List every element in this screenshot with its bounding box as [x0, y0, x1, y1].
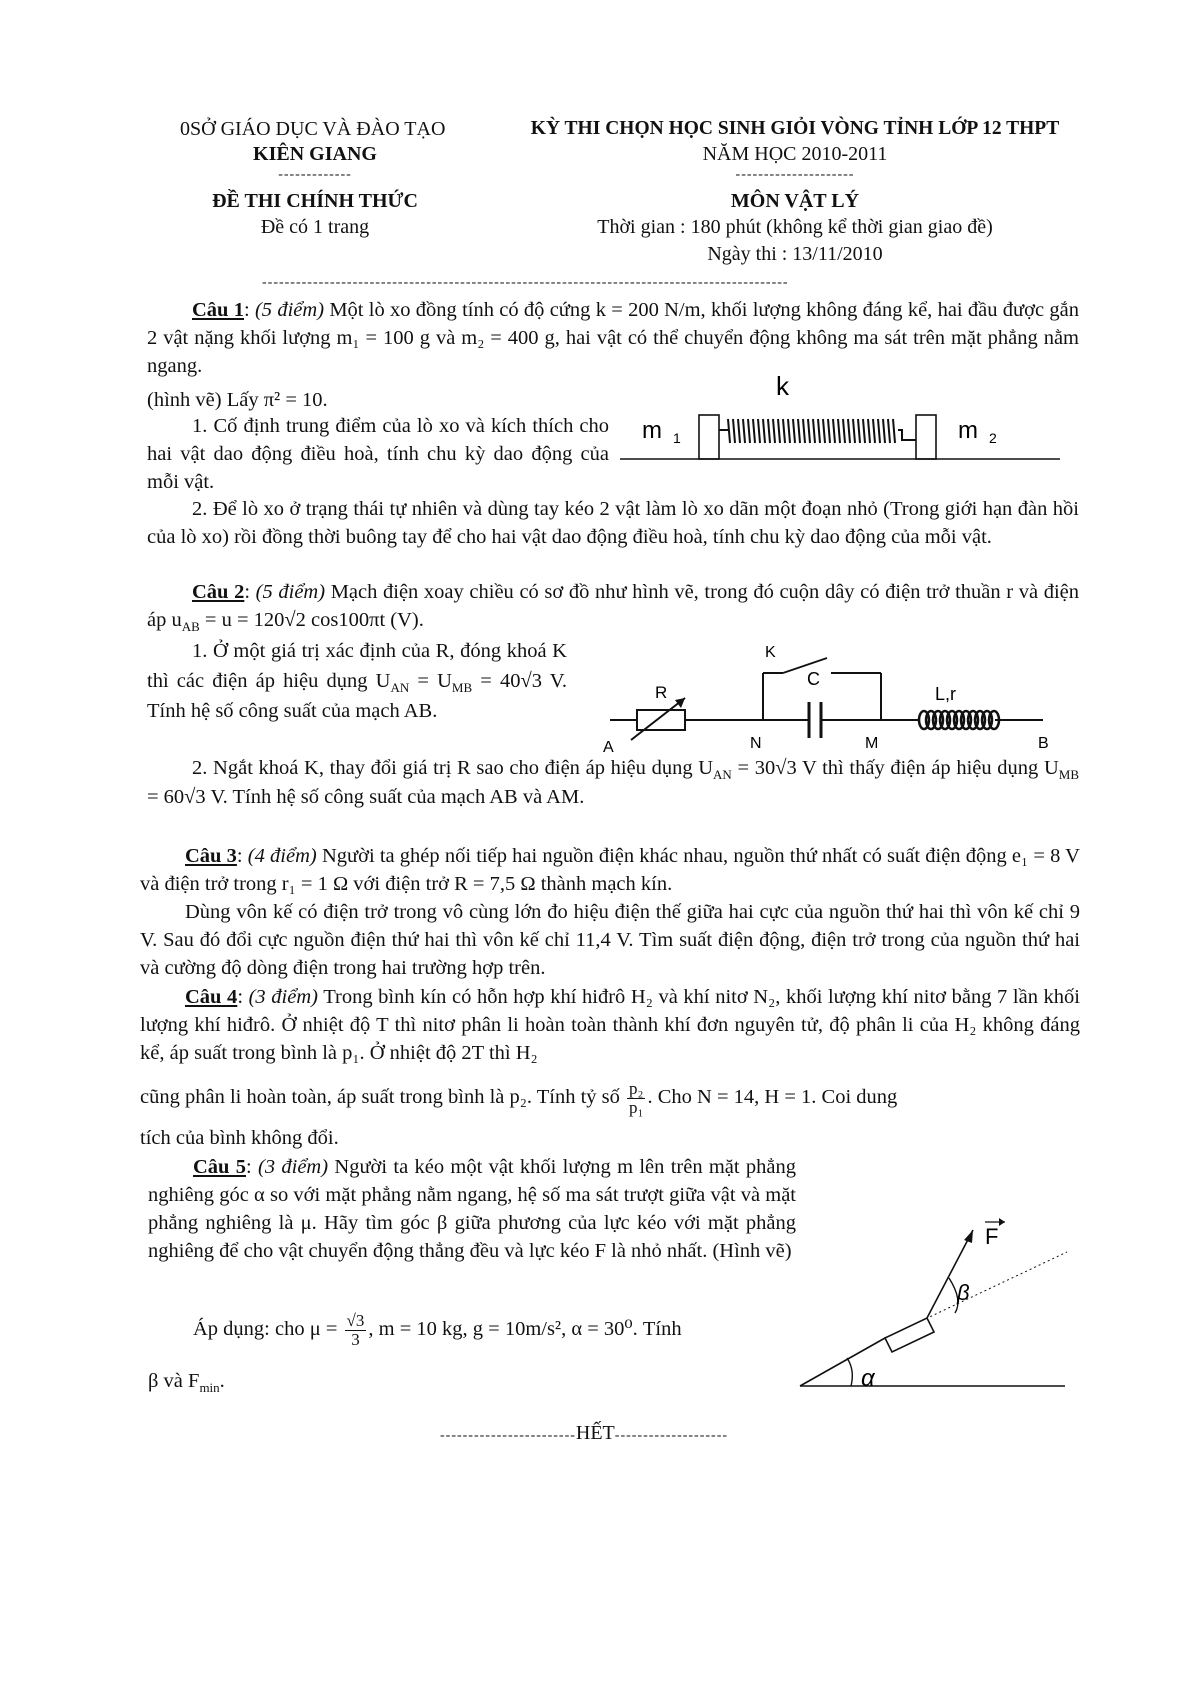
spring-turn [823, 419, 825, 443]
question-5-apply-d: . [219, 1370, 225, 1392]
end-dash-left: ------------------------ [440, 1428, 576, 1443]
spring-turn [893, 419, 895, 443]
spring-turn [803, 419, 805, 443]
question-2-points: (5 điểm) [255, 581, 326, 603]
mass-2-block [916, 415, 936, 459]
alpha-arc [847, 1358, 852, 1386]
inductor-coil [919, 711, 999, 729]
q2-p2-a: 2. Ngắt khoá K, thay đổi giá trị R sao cho điện áp hiệu dụng U [192, 757, 714, 779]
question-4-text-3: tích của bình không đổi. [140, 1127, 339, 1149]
question-1-points: (5 điểm) [254, 299, 325, 321]
circuit-node-n: N [750, 735, 762, 752]
q2-p2-c: = 30√3 V thì thấy điện áp hiệu dụng U [731, 757, 1059, 779]
official-exam-label: ĐỀ THI CHÍNH THỨC [212, 190, 418, 212]
question-2-label: Câu 2 [192, 581, 245, 603]
spring-turn [753, 419, 755, 443]
spring-turn [863, 419, 865, 443]
spring-turn [733, 419, 735, 443]
spring-turn [828, 419, 830, 443]
school-year: NĂM HỌC 2010-2011 [702, 143, 888, 165]
subject: MÔN VẬT LÝ [730, 190, 860, 212]
spring-turn [833, 419, 835, 443]
spring-turn [798, 419, 800, 443]
spring-turn [868, 419, 870, 443]
mu-num: √3 [346, 1311, 365, 1330]
end-text: HẾT [575, 1422, 615, 1444]
spring-turn [778, 419, 780, 443]
switch-k [783, 658, 827, 673]
spring-turn [793, 419, 795, 443]
spring-turn [843, 419, 845, 443]
rheostat-arrow [631, 698, 685, 740]
spring-turn [883, 419, 885, 443]
exam-title: KỲ THI CHỌN HỌC SINH GIỎI VÒNG TỈNH LỚP 12 THPT [530, 118, 1060, 139]
alpha-label: α [861, 1365, 875, 1392]
spring-turn [873, 419, 875, 443]
question-1-text: Một lò xo đồng tính có độ cứng k = 200 N/m, khối lượng không đáng kể, hai đầu được gắn 2 vật nặng khối lượng m₁ = 100 g và m₂ = 400 g, hai vật có thể chuyển động không ma sát trên mặt phẳng nằm ngang. [147, 299, 1079, 377]
spring-turn [773, 419, 775, 443]
spring-turn [758, 419, 760, 443]
question-5-apply-sub: min [199, 1380, 220, 1396]
question-1-part-1: 1. Cố định trung điểm của lò xo và kích thích cho hai vật dao động điều hoà, tính chu kỳ dao động của mỗi vật. [147, 415, 609, 493]
question-1-label: Câu 1 [192, 299, 244, 321]
duration: Thời gian : 180 phút (không kể thời gian giao đề) [597, 216, 993, 238]
header-divider-left: ------------- [278, 167, 352, 182]
question-3-text-1: Câu 3: (4 điểm) Người ta ghép nối tiếp hai nguồn điện khác nhau, nguồn thứ nhất có suất điện động e₁ = 8 V và điện trở trong r₁ = 1 Ω với điện trở R = 7,5 Ω thành mạch kín. [140, 845, 1080, 895]
q2-p1-e: = 40√3 V. Tính hệ số công suất của mạch AB. [147, 670, 567, 722]
q2-p2-e: = 60√3 V. Tính hệ số công suất của mạch AB và AM. [147, 786, 585, 808]
question-5-apply-b: , m = 10 kg, g = 10m/s², α = 30⁰. Tính [368, 1318, 682, 1341]
question-4-body-2: cũng phân li hoàn toàn, áp suất trong bình là p₂. Tính tỷ số [140, 1086, 620, 1109]
question-2-intro: Câu 2: (5 điểm) Mạch điện xoay chiều có sơ đồ như hình vẽ, trong đó cuộn dây có điện trở thuần r và điện áp $u_{AB} = u = 120√2$ cos100πt (V). [147, 581, 1079, 635]
question-4-body-1: Trong bình kín có hỗn hợp khí hiđrô H₂ và khí nitơ N₂, khối lượng khí nitơ bằng 7 lần khối lượng khí hiđrô. Ở nhiệt độ T thì nitơ phân li hoàn toàn thành khí đơn nguyên tử, độ phân li của H₂ không đáng kể, áp suất trong bình là p₁. Ở nhiệt độ 2T thì H₂ [140, 986, 1080, 1064]
mass-1-sub: 1 [673, 430, 681, 446]
resistor [637, 710, 685, 730]
question-2-text-tail: = u = 120√2 cos100πt (V). [199, 609, 424, 631]
spring-turn [848, 419, 850, 443]
mu-fraction [345, 1312, 367, 1349]
circuit-node-b: B [1038, 735, 1049, 752]
mass-2-sub: 2 [989, 430, 997, 446]
spring-turn [888, 419, 890, 443]
agency-name: 0SỞ GIÁO DỤC VÀ ĐÀO TẠO [180, 118, 446, 140]
spring-turn [838, 419, 840, 443]
circuit-figure [595, 640, 1075, 762]
circuit-node-m: M [865, 735, 879, 752]
question-1-intro: Câu 1: (5 điểm) Một lò xo đồng tính có độ cứng k = 200 N/m, khối lượng không đáng kể, hai đầu được gắn 2 vật nặng khối lượng m₁ = 100 g và m₂ = 400 g, hai vật có thể chuyển động không ma sát trên mặt phẳng nằm ngang. [147, 299, 1079, 377]
spring-turn [858, 419, 860, 443]
beta-label: β [957, 1280, 970, 1305]
spring-turn [738, 419, 740, 443]
province-name: KIÊN GIANG [253, 143, 377, 165]
spring-turn [818, 419, 820, 443]
question-4-label: Câu 4 [185, 986, 238, 1008]
question-5-apply-a: Áp dụng: cho μ = [193, 1318, 338, 1341]
question-5-apply-c: β và F [148, 1370, 200, 1392]
question-5-apply-2 [148, 1367, 448, 1395]
end-dash-right: -------------------- [614, 1428, 729, 1443]
question-5-points: (3 điểm) [258, 1156, 329, 1178]
q2-p1-c: = U [409, 670, 452, 692]
q2-p1-d: MB [451, 680, 473, 696]
question-3-body-1: Người ta ghép nối tiếp hai nguồn điện khác nhau, nguồn thứ nhất có suất điện động e₁ = 8 V và điện trở trong r₁ = 1 Ω với điện trở R = 7,5 Ω thành mạch kín. [140, 845, 1080, 895]
spring-turn [743, 419, 745, 443]
question-4-text-1: Câu 4: (3 điểm) Trong bình kín có hỗn hợp khí hiđrô H₂ và khí nitơ N₂, khối lượng khí nitơ bằng 7 lần khối lượng khí hiđrô. Ở nhiệt độ T thì nitơ phân li hoàn toàn thành khí đơn nguyên tử, độ phân li của H₂ không đáng kể, áp suất trong bình là p₁. Ở nhiệt độ 2T thì H₂ [140, 986, 1080, 1064]
q2-p2-d: MB [1058, 767, 1079, 783]
spring-turn [748, 419, 750, 443]
end-marker [440, 1422, 728, 1445]
question-4-text-2 [140, 1080, 1080, 1117]
pressure-ratio-num: p₂ [629, 1079, 644, 1098]
q2-p2-b: AN [713, 767, 732, 783]
question-4-points: (3 điểm) [248, 986, 318, 1008]
block [885, 1318, 934, 1352]
spring-turn [768, 419, 770, 443]
incline-figure [795, 1200, 1085, 1400]
page-count: Đề có 1 trang [260, 216, 370, 238]
spring-turn [853, 419, 855, 443]
question-5-label: Câu 5 [193, 1156, 247, 1178]
spring-constant-label: k [776, 371, 789, 401]
question-1-intro2: (hình vẽ) Lấy π² = 10. [147, 389, 328, 411]
question-5-text-1: Câu 5: (3 điểm) Người ta kéo một vật khối lượng m lên trên mặt phẳng nghiêng góc α so với mặt phẳng nằm ngang, hệ số ma sát trượt giữa vật và mặt phẳng nghiêng là μ. Hãy tìm góc β giữa phương của lực kéo với mặt phẳng nghiêng để cho vật chuyển động thẳng đều và lực kéo F là nhỏ nhất. (Hình vẽ) [148, 1156, 797, 1262]
mu-den: 3 [351, 1330, 360, 1349]
circuit-resistor-label: R [655, 683, 668, 702]
exam-date: Ngày thi : 13/11/2010 [707, 243, 883, 265]
spring-turn [808, 419, 810, 443]
header-divider-long: --------------------------------------------------------------------------------------------- [262, 276, 789, 290]
question-2-part-1 [147, 636, 567, 726]
question-3-text-2: Dùng vôn kế có điện trở trong vô cùng lớn đo hiệu điện thế giữa hai cực của nguồn thứ hai thì vôn kế chỉ 9 V. Sau đó đổi cực nguồn điện thứ hai thì vôn kế chỉ 11,4 V. Tìm suất điện động, điện trở trong của nguồn thứ hai và cường độ dòng điện trong hai trường hợp trên. [140, 901, 1080, 979]
spring-figure [620, 360, 1080, 465]
spring-turn [813, 419, 815, 443]
question-1-part-2: 2. Để lò xo ở trạng thái tự nhiên và dùng tay kéo 2 vật làm lò xo dãn một đoạn nhỏ (Trong giới hạn đàn hồi của lò xo) rồi đồng thời buông tay để cho hai vật dao động điều hoà, tính chu kỳ dao động của mỗi vật. [147, 498, 1079, 548]
question-5-apply [193, 1312, 853, 1349]
question-3-points: (4 điểm) [247, 845, 317, 867]
circuit-switch-label: K [765, 644, 776, 661]
question-3-label: Câu 3 [185, 845, 237, 867]
pressure-ratio-fraction [627, 1080, 645, 1117]
mass-2-label: m [958, 417, 978, 444]
spring-turn [763, 419, 765, 443]
mass-1-label: m [642, 417, 662, 444]
spring-turn [878, 419, 880, 443]
pressure-ratio-den: p₁ [629, 1098, 644, 1117]
question-4-body-3: . Cho N = 14, H = 1. Coi dung [647, 1086, 898, 1109]
force-label: F [985, 1224, 999, 1249]
circuit-node-a: A [603, 739, 614, 756]
question-2-text: Mạch điện xoay chiều có sơ đồ như hình vẽ, trong đó cuộn dây có điện trở thuần r và điện áp u [147, 581, 1079, 631]
spring-turn [728, 419, 730, 443]
question-2-part-2 [147, 754, 1079, 812]
circuit-inductor-label: L,r [935, 684, 957, 704]
circuit-capacitor-label: C [807, 669, 820, 689]
question-5-body-1: Người ta kéo một vật khối lượng m lên trên mặt phẳng nghiêng góc α so với mặt phẳng nằm ngang, hệ số ma sát trượt giữa vật và mặt phẳng nghiêng là μ. Hãy tìm góc β giữa phương của lực kéo với mặt phẳng nghiêng để cho vật chuyển động thẳng đều và lực kéo F là nhỏ nhất. (Hình vẽ) [148, 1156, 797, 1262]
spring-coil [728, 419, 895, 443]
header-divider-right: --------------------- [735, 167, 855, 182]
q2-p1-b: AN [390, 680, 410, 696]
question-2-text-sub: AB [181, 619, 200, 635]
spring-turn [788, 419, 790, 443]
mass-1-block [699, 415, 719, 459]
q2-p1-a: 1. Ở một giá trị xác định của R, đóng khoá K thì các điện áp hiệu dụng U [147, 640, 567, 692]
spring-turn [783, 419, 785, 443]
